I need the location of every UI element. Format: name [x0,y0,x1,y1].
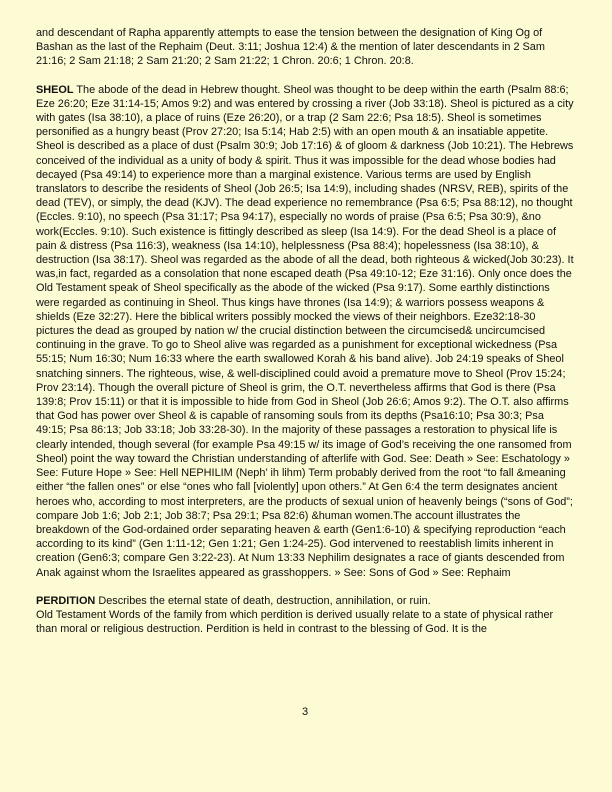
perdition-term: PERDITION [36,594,96,607]
sheol-entry [36,83,576,580]
page-number: 3 [302,706,309,718]
perdition-heading-line [36,594,576,608]
page-body [36,26,576,636]
intro-paragraph [36,26,576,69]
perdition-entry [36,594,576,637]
sheol-text: The abode of the dead in Hebrew thought. Sheol was thought to be deep within the earth (Psalm 88:6; Eze 26:20; Eze 31:14-15; Amos 9:2) and was entered by crossing a river (Job 33:18). Sheol is pictured as a city with gates (Isa 38:10), a place of ruins (Eze 26:20), or a trap (2 Sam 22:6; Psa 18:5). Sheol is sometimes personified as a hungry beast (Prov 27:20; Isa 5:14; Hab 2:5) with an open mouth & an insatiable appetite. Sheol is described as a place of dust (Psalm 30:9; Job 17:16) & of gloom & darkness (Job 10:21). The Hebrews conceived of the individual as a unity of body & spirit. Thus it was impossible for the dead whose bodies had decayed (Psa 49:14) to experience more than a marginal existence. Various terms are used by English translators to describe the residents of Sheol (Job 26:5; Isa 14:9), including shades (NRSV, REB), spirits of the dead (TEV), or simply, the dead (KJV). The dead experience no remembrance (Psa 6:5; Psa 88:12), no thought (Eccles. 9:10), no speech (Psa 31:17; Psa 94:17), especially no words of praise (Psa 6:5; Psa 30:9), &no work(Eccles. 9:10). Such existence is fittingly described as sleep (Isa 14:9). For the dead Sheol is a place of pain & distress (Psa 116:3), weakness (Isa 14:10), helplessness (Psa 88:4); hopelessness (Isa 38:10), & destruction (Isa 38:17). Sheol was regarded as the abode of all the dead, both righteous & wicked(Job 30:23). It was,in fact, regarded as a consolation that none escaped death (Psa 49:10-12; Eze 31:16). Only once does the Old Testament speak of Sheol specifically as the abode of the wicked (Psa 9:17). Some earthly distinctions were regarded as continuing in Sheol. Thus kings have thrones (Isa 14:9); & warriors possess weapons & shields (Eze 32:27). Here the biblical writers possibly mocked the views of their neighbors. Eze32:18-30 pictures the dead as grouped by nation w/ the crucial distinction between the circumcised& uncircumcised continuing in the grave. To go to Sheol alive was regarded as a punishment for exceptional wickedness (Psa 55:15; Num 16:30; Num 16:33 where the earth swallowed Korah & his band alive). Job 24:19 speaks of Sheol snatching sinners. The righteous, wise, & well-disciplined could avoid a premature move to Sheol (Prov 15:24; Prov 23:14). Though the overall picture of Sheol is grim, the O.T. nevertheless affirms that God is there (Psa 139:8; Prov 15:11) or that it is impossible to hide from God in Sheol (Job 26:6; Amos 9:2). The O.T. also affirms that God has power over Sheol & is capable of ransoming souls from its depths (Psa16:10; Psa 30:3; Psa 49:15; Psa 86:13; Job 33:18; Job 33:28-30). In the majority of these passages a restoration to physical life is clearly intended, though several (for example Psa 49:15 w/ its image of God’s receiving the one ransomed from Sheol) point the way toward the Christian understanding of afterlife with God. See: Death » See: Eschatology » See: Future Hope » See: Hell NEPHILIM (Neph’ ih lihm) Term probably derived from the root “to fall &meaning either “the fallen ones” or else “ones who fall [violently] upon others.” At Gen 6:4 the term designates ancient heroes who, according to most interpreters, are the products of sexual union of heavenly beings (“sons of God”; compare Job 1:6; Job 2:1; Job 38:7; Psa 29:1; Psa 82:6) &human women.The account illustrates the breakdown of the God-ordained order separating heaven & earth (Gen1:6-10) & specifying reproduction “each according to its kind” (Gen 1:11-12; Gen 1:21; Gen 1:24-25). God intervened to reestablish limits inherent in creation (Gen6:3; compare Gen 3:22-23). At Num 13:33 Nephilim designates a race of giants descended from Anak against whom the Israelites appeared as grasshoppers. » See: Sons of God » See: Rephaim [36,83,574,579]
sheol-paragraph [36,83,576,580]
perdition-text: Old Testament Words of the family from which perdition is derived usually relate to a state of physical rather than moral or religious destruction. Perdition is held in contrast to the blessing of God. It is the [36,608,554,636]
paragraph-gap [36,69,576,83]
perdition-definition: Describes the eternal state of death, destruction, annihilation, or ruin. [95,594,431,607]
paragraph-gap [36,580,576,594]
sheol-term: SHEOL [36,83,74,96]
intro-text: and descendant of Rapha apparently attempts to ease the tension between the designation of King Og of Bashan as the last of the Rephaim (Deut. 3:11; Joshua 12:4) & the mention of later descendants in 2 Sam 21:16; 2 Sam 21:18; 2 Sam 21:20; 2 Sam 21:22; 1 Chron. 20:6; 1 Chron. 20:8. [36,27,545,68]
